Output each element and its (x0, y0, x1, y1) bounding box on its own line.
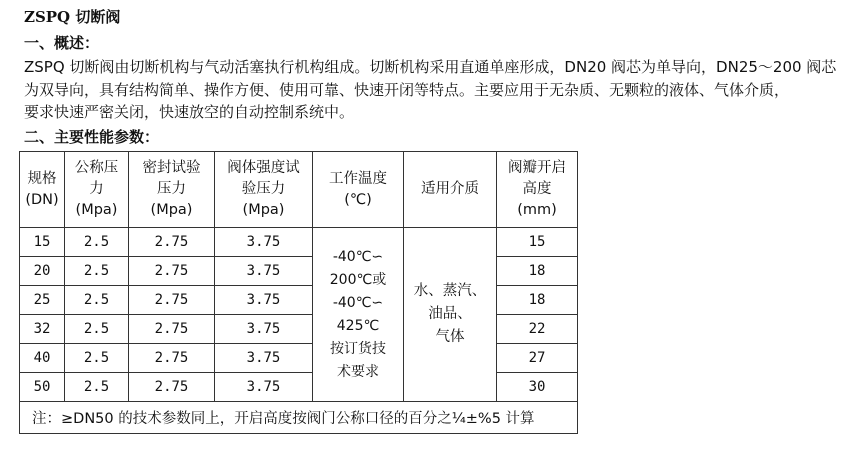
header-line: 阀瓣开启 (508, 160, 566, 176)
cell-strength: 3.75 (215, 257, 313, 286)
header-seal-test-pressure (129, 152, 215, 228)
overview-line: 为双导向，具有结构简单、操作方便、使用可靠、快速开闭等特点。主要应用于无杂质、无颗粒的液体、气体介质， (24, 80, 790, 99)
overview-line: 要求快速严密关闭，快速放空的自动控制系统中。 (24, 103, 355, 121)
overview-heading: 一、概述： (24, 34, 100, 52)
temperature-line: 200℃或 (329, 271, 387, 288)
overview-line: ZSPQ 切断阀由切断机构与气动活塞执行机构组成。切断机构采用直通单座形成，DN20 阀芯为单导向，DN25～200 阀芯 (24, 58, 837, 76)
cell-seal: 2.75 (129, 373, 215, 402)
overview-paragraph (24, 56, 850, 124)
cell-seal: 2.75 (129, 315, 215, 344)
cell-dn: 20 (20, 257, 65, 286)
header-line: 验压力 (241, 181, 286, 197)
cell-lift: 27 (497, 344, 578, 373)
table-note-row (20, 402, 578, 434)
header-line: 压力 (157, 181, 186, 197)
cell-nominal: 2.5 (65, 286, 129, 315)
header-disc-lift (497, 152, 578, 228)
cell-strength: 3.75 (215, 315, 313, 344)
cell-lift: 30 (497, 373, 578, 402)
document-title: ZSPQ 切断阀 (24, 8, 121, 26)
header-nominal-pressure (65, 152, 129, 228)
cell-seal: 2.75 (129, 344, 215, 373)
cell-lift: 15 (497, 228, 578, 257)
header-applicable-medium (404, 152, 497, 228)
temperature-line: 术要求 (337, 363, 379, 380)
cell-dn: 25 (20, 286, 65, 315)
temperature-line: 425℃ (336, 317, 380, 334)
cell-lift: 22 (497, 315, 578, 344)
cell-strength: 3.75 (215, 344, 313, 373)
header-line: (mm) (517, 202, 557, 218)
medium-line: 气体 (435, 329, 465, 345)
cell-lift: 18 (497, 286, 578, 315)
temperature-line: -40℃∽ (332, 248, 384, 265)
cell-dn: 15 (20, 228, 65, 257)
cell-lift: 18 (497, 257, 578, 286)
header-line: 高度 (522, 181, 552, 197)
cell-dn: 32 (20, 315, 65, 344)
cell-nominal: 2.5 (65, 344, 129, 373)
cell-seal: 2.75 (129, 257, 215, 286)
header-line: 密封试验 (142, 160, 201, 176)
header-line: (Mpa) (242, 202, 285, 218)
cell-seal: 2.75 (129, 286, 215, 315)
cell-strength: 3.75 (215, 228, 313, 257)
table-note: 注：≥DN50 的技术参数同上，开启高度按阀门公称口径的百分之¼±%5 计算 (20, 402, 578, 434)
header-line: (℃) (344, 191, 372, 208)
header-strength-test-pressure (215, 152, 313, 228)
cell-nominal: 2.5 (65, 373, 129, 402)
header-line: 规格 (27, 170, 57, 187)
cell-dn: 40 (20, 344, 65, 373)
cell-nominal: 2.5 (65, 257, 129, 286)
header-line: 公称压 (74, 160, 119, 176)
header-line: (Mpa) (75, 202, 118, 218)
cell-nominal: 2.5 (65, 315, 129, 344)
parameters-heading: 二、主要性能参数： (24, 128, 160, 146)
cell-strength: 3.75 (215, 373, 313, 402)
medium-line: 油品、 (428, 306, 472, 322)
cell-seal: 2.75 (129, 228, 215, 257)
cell-temperature (313, 228, 404, 402)
header-line: (Mpa) (150, 202, 193, 218)
header-line: 工作温度 (329, 170, 387, 187)
header-dn (20, 152, 65, 228)
header-working-temperature (313, 152, 404, 228)
cell-nominal: 2.5 (65, 228, 129, 257)
table-header-row (20, 152, 578, 228)
cell-strength: 3.75 (215, 286, 313, 315)
temperature-line: -40℃∽ (332, 294, 384, 311)
header-line: (DN) (25, 191, 59, 208)
cell-medium (404, 228, 497, 402)
temperature-line: 按订货技 (330, 340, 386, 357)
medium-line: 水、蒸汽、 (413, 283, 487, 299)
header-line: 力 (89, 181, 104, 197)
header-line: 适用介质 (421, 181, 479, 197)
cell-dn: 50 (20, 373, 65, 402)
table-row (20, 228, 578, 257)
parameters-table (19, 151, 578, 434)
header-line: 阀体强度试 (227, 160, 300, 176)
